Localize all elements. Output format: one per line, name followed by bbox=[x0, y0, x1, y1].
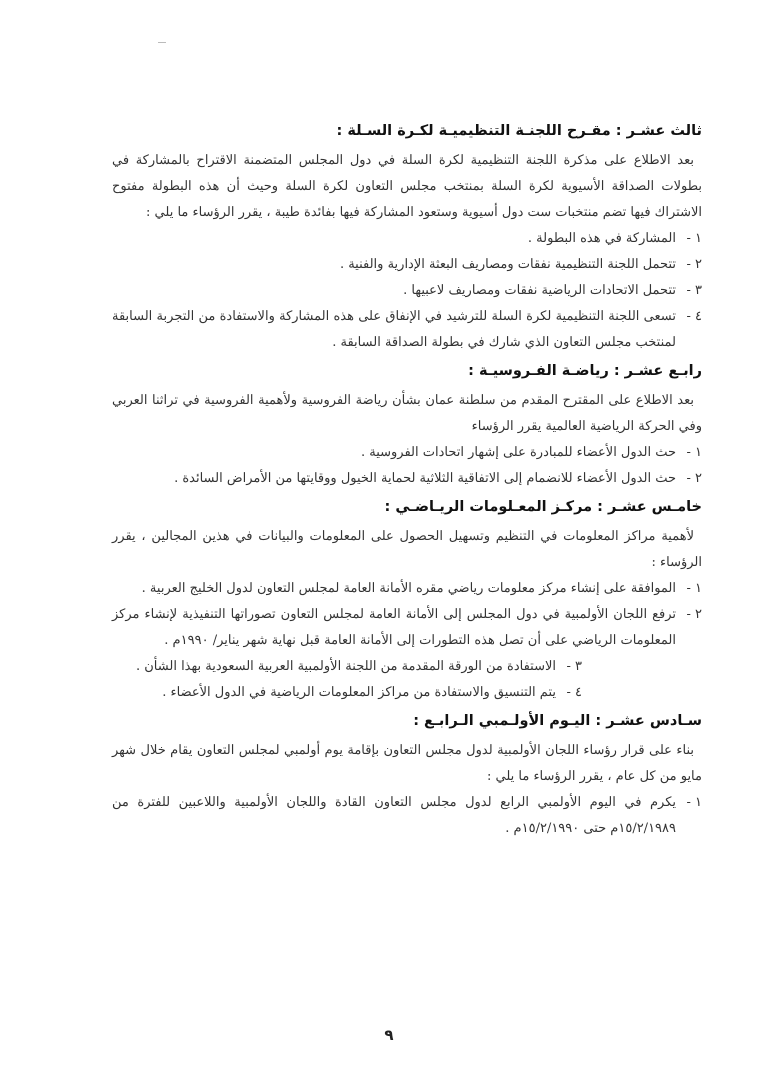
list-item bbox=[112, 654, 582, 680]
list-item bbox=[112, 576, 702, 602]
item-text: تتحمل الاتحادات الرياضية نفقات ومصاريف لاعبيها . bbox=[403, 283, 676, 298]
section-intro: بناء على قرار رؤساء اللجان الأولمبية لدول مجلس التعاون بإقامة يوم أولمبي لمجلس التعاون يقام خلال شهر مايو من كل عام ، يقرر الرؤساء ما يلي : bbox=[112, 743, 702, 784]
item-number: ٣ - bbox=[686, 283, 702, 298]
section-heading: خامـس عشـر : مركـز المعـلومات الريـاضـي : bbox=[384, 499, 702, 515]
section-intro: بعد الاطلاع على المقترح المقدم من سلطنة عمان بشأن رياضة الفروسية ولأهمية الفروسية في تراثنا العربي وفي الحركة الرياضية العالمية يقرر الرؤساء bbox=[112, 393, 702, 434]
list-item bbox=[112, 466, 702, 492]
list-item bbox=[112, 226, 702, 252]
section-heading: ثالث عشـر : مقـرح اللجنـة التنظيميـة لكـرة السـلة : bbox=[336, 123, 702, 139]
item-text: الاستفادة من الورقة المقدمة من اللجنة الأولمبية العربية السعودية بهذا الشأن . bbox=[136, 659, 556, 674]
list-item bbox=[112, 440, 702, 466]
section-sports-information-center bbox=[112, 494, 702, 706]
item-text: يتم التنسيق والاستفادة من مراكز المعلومات الرياضية في الدول الأعضاء . bbox=[162, 685, 556, 700]
item-text: تسعى اللجنة التنظيمية لكرة السلة للترشيد في الإنفاق على هذه المشاركة والاستفادة من التجربة السابقة لمنتخب مجلس التعاون الذي شارك في بطولة الصداقة السابقة . bbox=[112, 309, 676, 350]
section-heading: سـادس عشـر : اليـوم الأولـمبي الـرابـع : bbox=[413, 713, 702, 729]
item-text: حث الدول الأعضاء للانضمام إلى الاتفاقية الثلاثية لحماية الخيول ووقايتها من الأمراض السائدة . bbox=[174, 471, 676, 486]
list-item bbox=[112, 304, 702, 356]
list-item bbox=[112, 252, 702, 278]
list-item bbox=[112, 602, 702, 654]
item-number: ٢ - bbox=[686, 257, 702, 272]
document-body bbox=[112, 116, 702, 842]
item-text: يكرم في اليوم الأولمبي الرابع لدول مجلس التعاون القادة واللجان الأولمبية واللاعبين للفترة من ١٥/٢/١٩٨٩م حتى ١٥/٢/١٩٩٠م . bbox=[112, 795, 676, 836]
item-text: حث الدول الأعضاء للمبادرة على إشهار اتحادات الفروسية . bbox=[360, 445, 676, 460]
item-text: ترفع اللجان الأولمبية في دول المجلس إلى الأمانة العامة لمجلس التعاون تصوراتها التنفيذية لإنشاء مركز المعلومات الرياضي على أن تصل هذه التطورات إلى الأمانة العامة قبل نهاية شهر يناير/ ١٩٩٠م . bbox=[112, 607, 676, 648]
item-number: ١ - bbox=[686, 231, 702, 246]
item-number: ١ - bbox=[686, 445, 702, 460]
item-number: ٢ - bbox=[686, 471, 702, 486]
section-heading: رابـع عشـر : رياضـة الفـروسيـة : bbox=[468, 363, 702, 379]
item-text: الموافقة على إنشاء مركز معلومات رياضي مقره الأمانة العامة لمجلس التعاون لدول الخليج العربية . bbox=[141, 581, 676, 596]
item-number: ٢ - bbox=[686, 607, 702, 622]
item-text: تتحمل اللجنة التنظيمية نفقات ومصاريف البعثة الإدارية والفنية . bbox=[339, 257, 676, 272]
item-number: ١ - bbox=[686, 795, 702, 810]
scan-mark bbox=[158, 42, 166, 43]
section-basketball bbox=[112, 118, 702, 356]
list-item bbox=[112, 278, 702, 304]
section-intro: لأهمية مراكز المعلومات في التنظيم وتسهيل الحصول على المعلومات والبيانات في هذين المجالين ، يقرر الرؤساء : bbox=[112, 529, 702, 570]
section-equestrian bbox=[112, 358, 702, 492]
list-item bbox=[112, 790, 702, 842]
list-item bbox=[112, 680, 582, 706]
item-number: ١ - bbox=[686, 581, 702, 596]
item-number: ٤ - bbox=[566, 685, 582, 700]
page-number: ٩ bbox=[384, 1026, 394, 1044]
item-text: المشاركة في هذه البطولة . bbox=[527, 231, 676, 246]
item-number: ٤ - bbox=[686, 309, 702, 324]
section-olympic-day bbox=[112, 708, 702, 842]
section-intro: بعد الاطلاع على مذكرة اللجنة التنظيمية لكرة السلة في دول المجلس المتضمنة الاقتراح بالمشاركة في بطولات الصداقة الأسيوية لكرة السلة بمنتخب مجلس التعاون لكرة السلة وحيث أن هذه البطولة مفتوح الاشتراك فيها تضم منتخبات ست دول أسيوية وستعود المشاركة فيها بفائدة طيبة ، يقرر الرؤساء ما يلي : bbox=[112, 153, 702, 220]
item-number: ٣ - bbox=[566, 659, 582, 674]
